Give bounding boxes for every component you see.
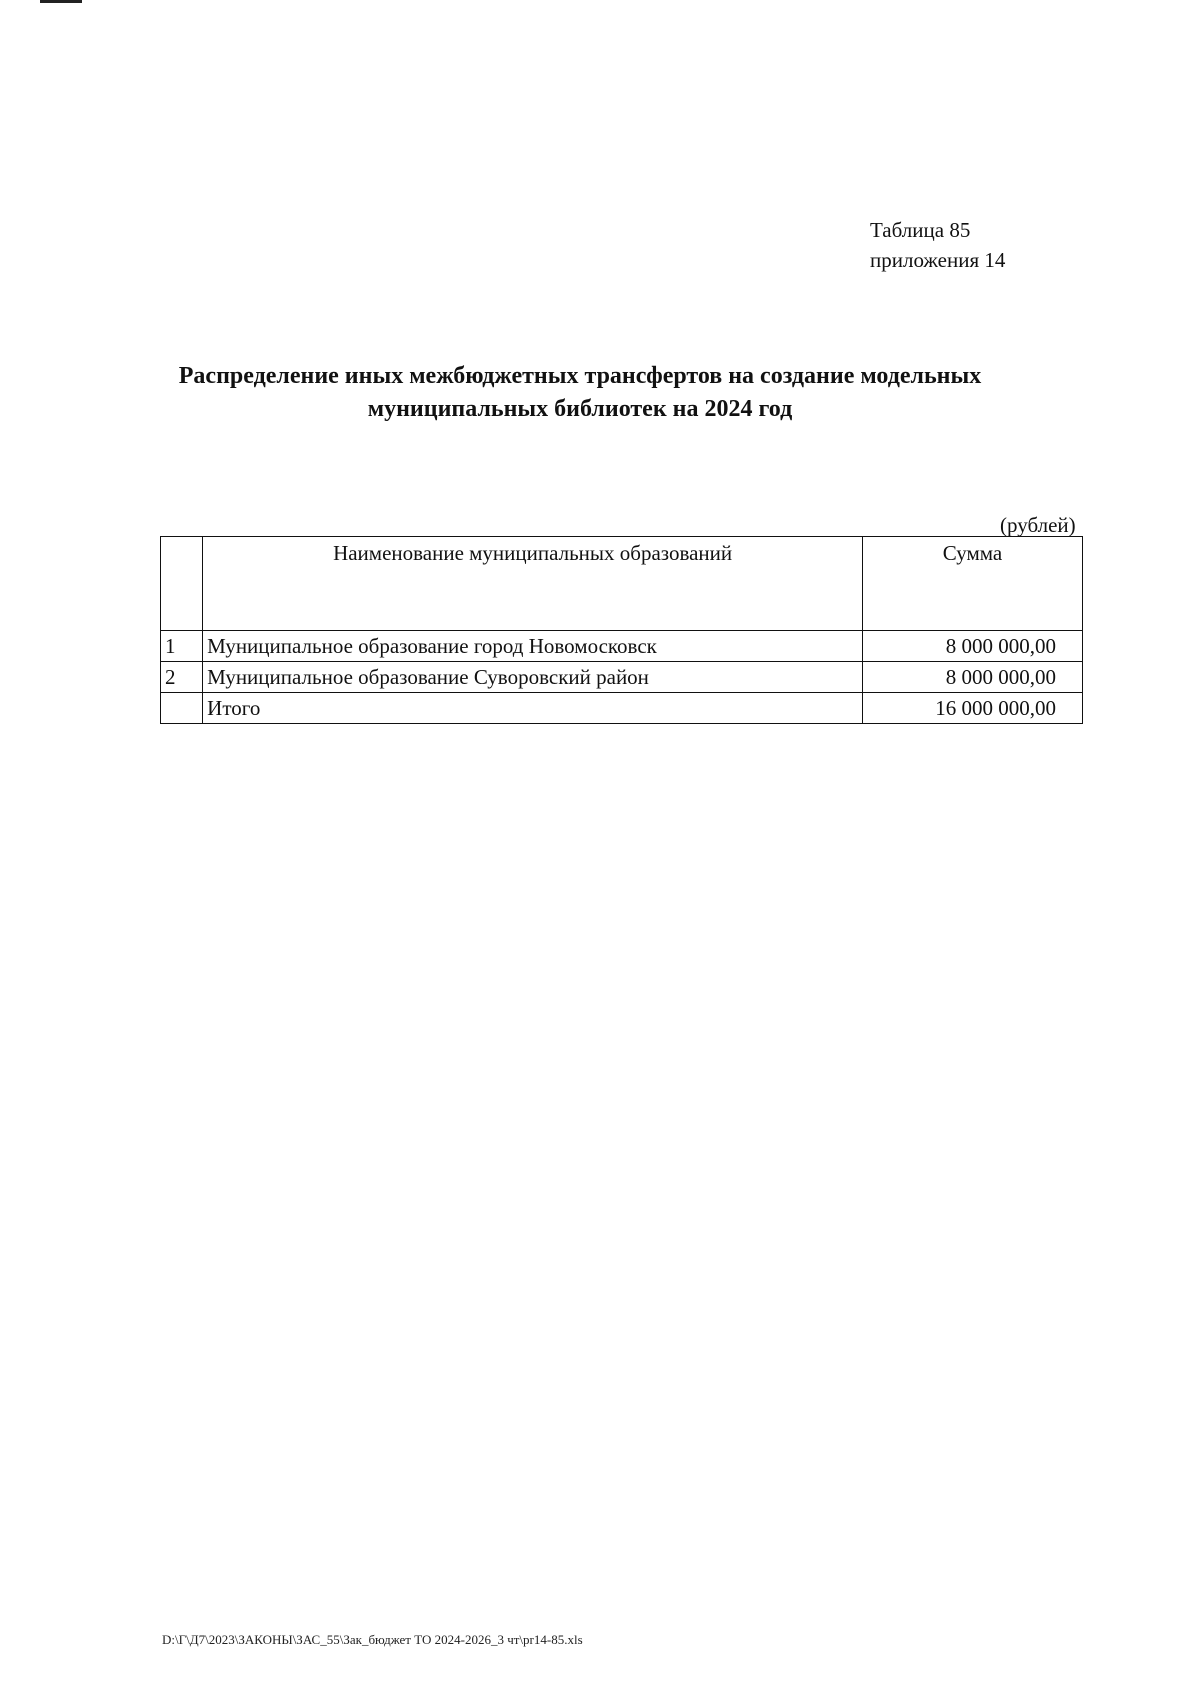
total-number [161, 693, 203, 724]
row-number: 2 [161, 662, 203, 693]
row-sum: 8 000 000,00 [863, 631, 1083, 662]
table-row [161, 631, 1083, 662]
total-label: Итого [203, 693, 863, 724]
header-name: Наименование муниципальных образований [203, 537, 863, 631]
scan-corner-mark [40, 0, 82, 3]
file-path-footer: D:\Г\Д7\2023\ЗАКОНЫ\ЗАС_55\Зак_бюджет ТО 2024-2026_3 чт\pr14-85.xls [162, 1632, 583, 1647]
row-name: Муниципальное образование Суворовский район [203, 662, 863, 693]
header-sum: Сумма [863, 537, 1083, 631]
table-row [161, 662, 1083, 693]
table-header-row [161, 537, 1083, 631]
row-number: 1 [161, 631, 203, 662]
row-sum: 8 000 000,00 [863, 662, 1083, 693]
total-sum: 16 000 000,00 [863, 693, 1083, 724]
title-line-2: муниципальных библиотек на 2024 год [367, 396, 793, 422]
table-reference [870, 215, 1005, 275]
row-name: Муниципальное образование город Новомосковск [203, 631, 863, 662]
distribution-table [160, 536, 1083, 724]
document-title [130, 360, 1030, 426]
table-total-row [161, 693, 1083, 724]
header-number [161, 537, 203, 631]
units-label: (рублей) [1000, 513, 1076, 537]
appendix-label: приложения 14 [870, 248, 1006, 272]
title-line-1: Распределение иных межбюджетных трансфертов на создание модельных [178, 363, 982, 389]
table-number: Таблица 85 [870, 218, 971, 242]
